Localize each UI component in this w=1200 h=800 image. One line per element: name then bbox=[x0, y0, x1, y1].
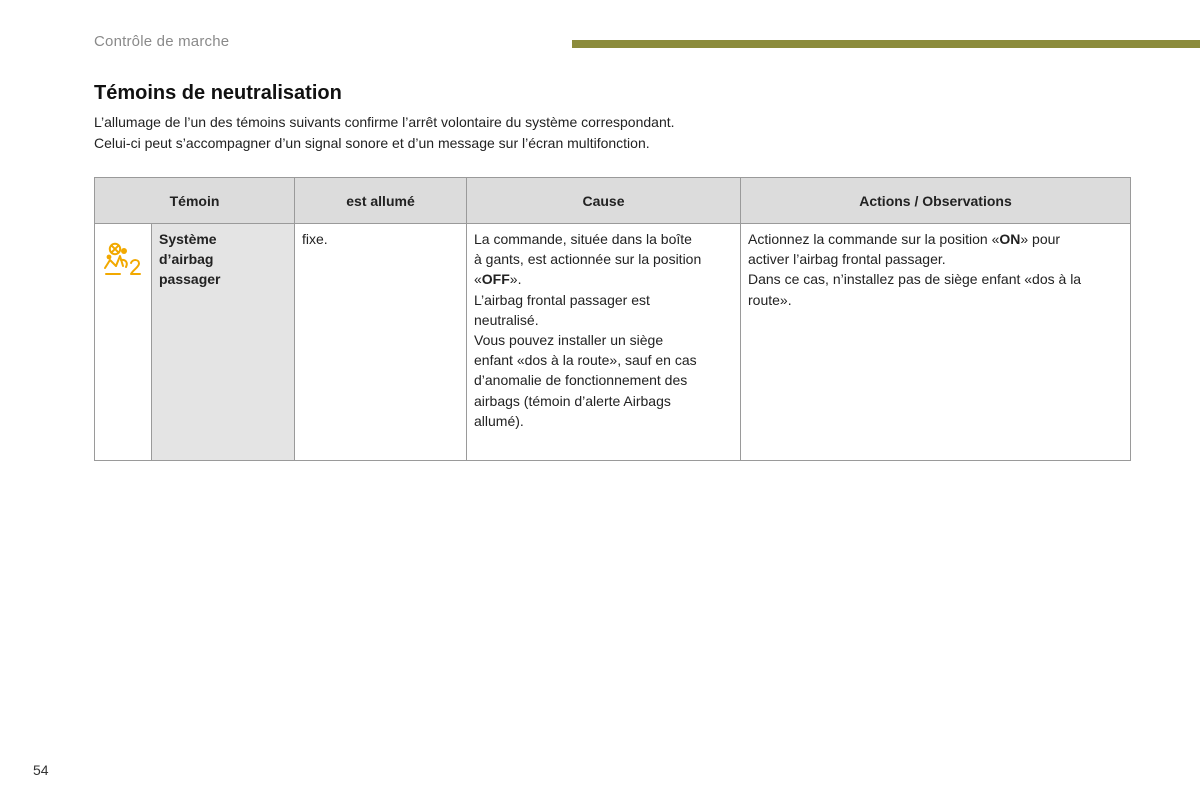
table-row bbox=[95, 224, 1131, 461]
actions-on-keyword: ON bbox=[999, 231, 1021, 247]
cause-quote-close: ». bbox=[509, 271, 522, 288]
cause-line: Vous pouvez installer un siège bbox=[474, 332, 664, 349]
table-header-row bbox=[95, 178, 1131, 224]
cause-line: enfant «dos à la route», sauf en cas bbox=[474, 352, 697, 369]
header-cause: Cause bbox=[467, 178, 741, 224]
indicator-name-line: d’airbag bbox=[159, 251, 214, 268]
section-accent-rule bbox=[572, 40, 1200, 48]
cause-line: à gants, est actionnée sur la position bbox=[474, 251, 702, 268]
actions-line: route». bbox=[748, 291, 792, 308]
actions-cell bbox=[741, 224, 1131, 461]
cause-cell bbox=[467, 224, 741, 461]
indicator-name-cell bbox=[152, 224, 295, 461]
state-text: fixe. bbox=[302, 231, 328, 247]
cause-line: d’anomalie de fonctionnement des bbox=[474, 372, 688, 389]
cause-quote-open: « bbox=[474, 271, 482, 288]
actions-text: » pour bbox=[1020, 231, 1061, 247]
header-actions: Actions / Observations bbox=[741, 178, 1131, 224]
section-label: Contrôle de marche bbox=[94, 33, 230, 50]
indicator-table bbox=[94, 177, 1131, 461]
header-temoin: Témoin bbox=[95, 178, 295, 224]
actions-line: Dans ce cas, n’installez pas de siège enfant «dos à la bbox=[748, 271, 1082, 288]
intro-line: L’allumage de l’un des témoins suivants confirme l’arrêt volontaire du système correspondant. bbox=[94, 114, 675, 130]
cause-line: L’airbag frontal passager est bbox=[474, 291, 650, 308]
indicator-icon-cell bbox=[95, 224, 152, 461]
cause-line bbox=[474, 269, 733, 289]
actions-line bbox=[748, 229, 1123, 249]
airbag-passenger-off-icon bbox=[102, 242, 144, 278]
page-heading: Témoins de neutralisation bbox=[94, 82, 342, 104]
intro-line: Celui-ci peut s’accompagner d’un signal sonore et d’un message sur l’écran multifonction. bbox=[94, 135, 650, 151]
header-est-allume: est allumé bbox=[295, 178, 467, 224]
actions-line: activer l’airbag frontal passager. bbox=[748, 251, 946, 268]
cause-line: La commande, située dans la boîte bbox=[474, 231, 692, 247]
page-number: 54 bbox=[33, 762, 49, 778]
indicator-name-line: Système bbox=[159, 231, 217, 247]
cause-line: airbags (témoin d’alerte Airbags bbox=[474, 392, 671, 409]
actions-text: Actionnez la commande sur la position « bbox=[748, 231, 1000, 247]
state-cell bbox=[295, 224, 467, 461]
intro-text bbox=[94, 112, 675, 154]
indicator-name-line: passager bbox=[159, 271, 221, 288]
cause-off-keyword: OFF bbox=[481, 271, 510, 288]
cause-line: neutralisé. bbox=[474, 311, 539, 328]
cause-line: allumé). bbox=[474, 412, 524, 429]
